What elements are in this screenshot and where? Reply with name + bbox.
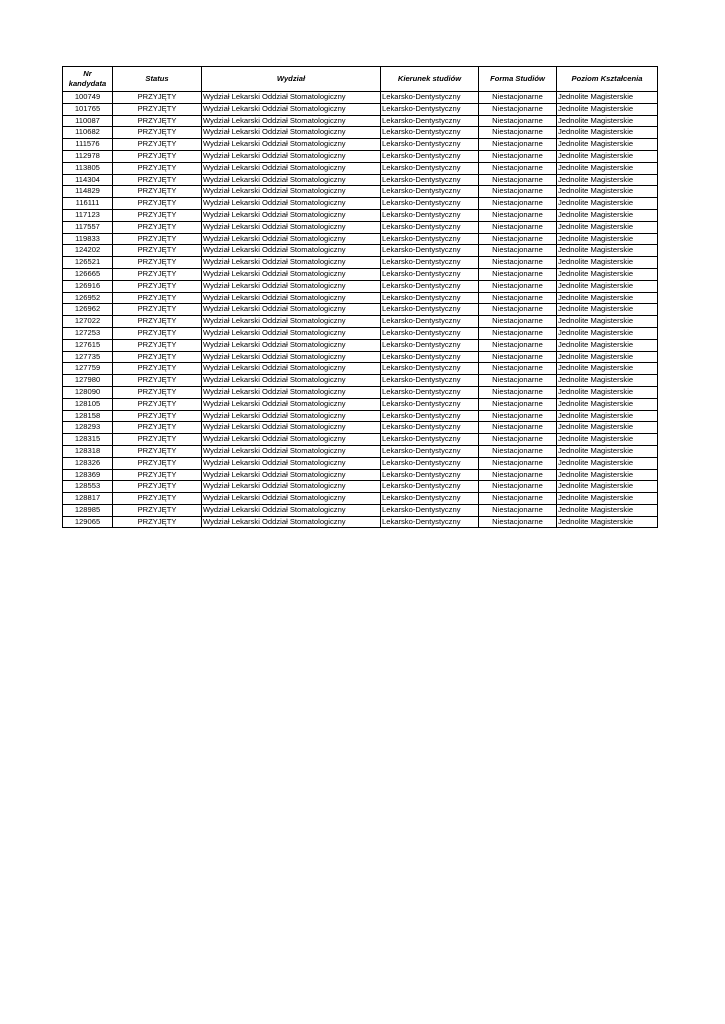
cell-poziom-ksztalcenia: Jednolite Magisterskie bbox=[557, 268, 658, 280]
cell-wydzial: Wydział Lekarski Oddział Stomatologiczny bbox=[202, 139, 381, 151]
cell-status: PRZYJĘTY bbox=[113, 268, 202, 280]
cell-poziom-ksztalcenia: Jednolite Magisterskie bbox=[557, 469, 658, 481]
cell-status: PRZYJĘTY bbox=[113, 304, 202, 316]
cell-nr-kandydata: 112978 bbox=[63, 150, 113, 162]
header-status: Status bbox=[113, 67, 202, 92]
cell-status: PRZYJĘTY bbox=[113, 363, 202, 375]
cell-status: PRZYJĘTY bbox=[113, 162, 202, 174]
cell-wydzial: Wydział Lekarski Oddział Stomatologiczny bbox=[202, 268, 381, 280]
cell-poziom-ksztalcenia: Jednolite Magisterskie bbox=[557, 198, 658, 210]
cell-status: PRZYJĘTY bbox=[113, 327, 202, 339]
cell-forma-studiow: Niestacjonarne bbox=[479, 280, 557, 292]
cell-nr-kandydata: 113805 bbox=[63, 162, 113, 174]
cell-nr-kandydata: 128553 bbox=[63, 481, 113, 493]
cell-wydzial: Wydział Lekarski Oddział Stomatologiczny bbox=[202, 363, 381, 375]
cell-status: PRZYJĘTY bbox=[113, 150, 202, 162]
cell-poziom-ksztalcenia: Jednolite Magisterskie bbox=[557, 375, 658, 387]
cell-wydzial: Wydział Lekarski Oddział Stomatologiczny bbox=[202, 398, 381, 410]
cell-status: PRZYJĘTY bbox=[113, 209, 202, 221]
cell-status: PRZYJĘTY bbox=[113, 457, 202, 469]
cell-poziom-ksztalcenia: Jednolite Magisterskie bbox=[557, 398, 658, 410]
cell-wydzial: Wydział Lekarski Oddział Stomatologiczny bbox=[202, 198, 381, 210]
cell-wydzial: Wydział Lekarski Oddział Stomatologiczny bbox=[202, 457, 381, 469]
cell-forma-studiow: Niestacjonarne bbox=[479, 162, 557, 174]
cell-wydzial: Wydział Lekarski Oddział Stomatologiczny bbox=[202, 422, 381, 434]
cell-kierunek-studiow: Lekarsko-Dentystyczny bbox=[381, 280, 479, 292]
cell-wydzial: Wydział Lekarski Oddział Stomatologiczny bbox=[202, 386, 381, 398]
cell-nr-kandydata: 110087 bbox=[63, 115, 113, 127]
cell-kierunek-studiow: Lekarsko-Dentystyczny bbox=[381, 327, 479, 339]
cell-forma-studiow: Niestacjonarne bbox=[479, 209, 557, 221]
cell-poziom-ksztalcenia: Jednolite Magisterskie bbox=[557, 209, 658, 221]
cell-kierunek-studiow: Lekarsko-Dentystyczny bbox=[381, 186, 479, 198]
cell-poziom-ksztalcenia: Jednolite Magisterskie bbox=[557, 186, 658, 198]
cell-wydzial: Wydział Lekarski Oddział Stomatologiczny bbox=[202, 327, 381, 339]
cell-forma-studiow: Niestacjonarne bbox=[479, 150, 557, 162]
table-row bbox=[63, 457, 658, 469]
cell-nr-kandydata: 128369 bbox=[63, 469, 113, 481]
cell-status: PRZYJĘTY bbox=[113, 493, 202, 505]
cell-wydzial: Wydział Lekarski Oddział Stomatologiczny bbox=[202, 233, 381, 245]
cell-kierunek-studiow: Lekarsko-Dentystyczny bbox=[381, 516, 479, 528]
cell-poziom-ksztalcenia: Jednolite Magisterskie bbox=[557, 292, 658, 304]
cell-nr-kandydata: 119833 bbox=[63, 233, 113, 245]
cell-poziom-ksztalcenia: Jednolite Magisterskie bbox=[557, 363, 658, 375]
cell-status: PRZYJĘTY bbox=[113, 198, 202, 210]
cell-poziom-ksztalcenia: Jednolite Magisterskie bbox=[557, 386, 658, 398]
header-forma-studiow: Forma Studiów bbox=[479, 67, 557, 92]
header-poziom-ksztalcenia: Poziom Kształcenia bbox=[557, 67, 658, 92]
cell-status: PRZYJĘTY bbox=[113, 233, 202, 245]
cell-poziom-ksztalcenia: Jednolite Magisterskie bbox=[557, 150, 658, 162]
cell-forma-studiow: Niestacjonarne bbox=[479, 174, 557, 186]
cell-forma-studiow: Niestacjonarne bbox=[479, 493, 557, 505]
cell-forma-studiow: Niestacjonarne bbox=[479, 233, 557, 245]
cell-kierunek-studiow: Lekarsko-Dentystyczny bbox=[381, 174, 479, 186]
cell-forma-studiow: Niestacjonarne bbox=[479, 410, 557, 422]
table-row bbox=[63, 150, 658, 162]
cell-forma-studiow: Niestacjonarne bbox=[479, 516, 557, 528]
cell-forma-studiow: Niestacjonarne bbox=[479, 363, 557, 375]
cell-wydzial: Wydział Lekarski Oddział Stomatologiczny bbox=[202, 103, 381, 115]
cell-wydzial: Wydział Lekarski Oddział Stomatologiczny bbox=[202, 174, 381, 186]
cell-wydzial: Wydział Lekarski Oddział Stomatologiczny bbox=[202, 339, 381, 351]
cell-forma-studiow: Niestacjonarne bbox=[479, 198, 557, 210]
cell-status: PRZYJĘTY bbox=[113, 186, 202, 198]
cell-forma-studiow: Niestacjonarne bbox=[479, 469, 557, 481]
cell-nr-kandydata: 128817 bbox=[63, 493, 113, 505]
cell-status: PRZYJĘTY bbox=[113, 127, 202, 139]
cell-forma-studiow: Niestacjonarne bbox=[479, 422, 557, 434]
cell-wydzial: Wydział Lekarski Oddział Stomatologiczny bbox=[202, 434, 381, 446]
table-row bbox=[63, 493, 658, 505]
cell-poziom-ksztalcenia: Jednolite Magisterskie bbox=[557, 280, 658, 292]
cell-forma-studiow: Niestacjonarne bbox=[479, 257, 557, 269]
cell-kierunek-studiow: Lekarsko-Dentystyczny bbox=[381, 268, 479, 280]
cell-wydzial: Wydział Lekarski Oddział Stomatologiczny bbox=[202, 150, 381, 162]
cell-nr-kandydata: 126916 bbox=[63, 280, 113, 292]
table-row bbox=[63, 351, 658, 363]
cell-nr-kandydata: 126952 bbox=[63, 292, 113, 304]
cell-kierunek-studiow: Lekarsko-Dentystyczny bbox=[381, 386, 479, 398]
table-row bbox=[63, 410, 658, 422]
cell-poziom-ksztalcenia: Jednolite Magisterskie bbox=[557, 493, 658, 505]
cell-wydzial: Wydział Lekarski Oddział Stomatologiczny bbox=[202, 351, 381, 363]
cell-nr-kandydata: 126962 bbox=[63, 304, 113, 316]
cell-status: PRZYJĘTY bbox=[113, 103, 202, 115]
cell-wydzial: Wydział Lekarski Oddział Stomatologiczny bbox=[202, 516, 381, 528]
cell-wydzial: Wydział Lekarski Oddział Stomatologiczny bbox=[202, 257, 381, 269]
cell-poziom-ksztalcenia: Jednolite Magisterskie bbox=[557, 351, 658, 363]
cell-poziom-ksztalcenia: Jednolite Magisterskie bbox=[557, 516, 658, 528]
cell-status: PRZYJĘTY bbox=[113, 375, 202, 387]
cell-poziom-ksztalcenia: Jednolite Magisterskie bbox=[557, 162, 658, 174]
cell-kierunek-studiow: Lekarsko-Dentystyczny bbox=[381, 316, 479, 328]
cell-poziom-ksztalcenia: Jednolite Magisterskie bbox=[557, 481, 658, 493]
cell-status: PRZYJĘTY bbox=[113, 115, 202, 127]
cell-wydzial: Wydział Lekarski Oddział Stomatologiczny bbox=[202, 127, 381, 139]
cell-nr-kandydata: 128105 bbox=[63, 398, 113, 410]
cell-status: PRZYJĘTY bbox=[113, 445, 202, 457]
cell-status: PRZYJĘTY bbox=[113, 422, 202, 434]
table-row bbox=[63, 174, 658, 186]
cell-forma-studiow: Niestacjonarne bbox=[479, 445, 557, 457]
cell-nr-kandydata: 128090 bbox=[63, 386, 113, 398]
cell-poziom-ksztalcenia: Jednolite Magisterskie bbox=[557, 221, 658, 233]
cell-nr-kandydata: 127759 bbox=[63, 363, 113, 375]
cell-forma-studiow: Niestacjonarne bbox=[479, 434, 557, 446]
table-row bbox=[63, 221, 658, 233]
cell-poziom-ksztalcenia: Jednolite Magisterskie bbox=[557, 103, 658, 115]
cell-nr-kandydata: 126521 bbox=[63, 257, 113, 269]
table-row bbox=[63, 233, 658, 245]
cell-wydzial: Wydział Lekarski Oddział Stomatologiczny bbox=[202, 469, 381, 481]
cell-nr-kandydata: 110682 bbox=[63, 127, 113, 139]
table-row bbox=[63, 127, 658, 139]
cell-forma-studiow: Niestacjonarne bbox=[479, 245, 557, 257]
cell-forma-studiow: Niestacjonarne bbox=[479, 139, 557, 151]
cell-status: PRZYJĘTY bbox=[113, 434, 202, 446]
cell-status: PRZYJĘTY bbox=[113, 516, 202, 528]
cell-nr-kandydata: 128315 bbox=[63, 434, 113, 446]
cell-wydzial: Wydział Lekarski Oddział Stomatologiczny bbox=[202, 304, 381, 316]
cell-nr-kandydata: 128318 bbox=[63, 445, 113, 457]
cell-forma-studiow: Niestacjonarne bbox=[479, 375, 557, 387]
cell-wydzial: Wydział Lekarski Oddział Stomatologiczny bbox=[202, 186, 381, 198]
cell-poziom-ksztalcenia: Jednolite Magisterskie bbox=[557, 327, 658, 339]
cell-status: PRZYJĘTY bbox=[113, 386, 202, 398]
cell-wydzial: Wydział Lekarski Oddział Stomatologiczny bbox=[202, 245, 381, 257]
table-row bbox=[63, 257, 658, 269]
cell-status: PRZYJĘTY bbox=[113, 92, 202, 104]
cell-poziom-ksztalcenia: Jednolite Magisterskie bbox=[557, 316, 658, 328]
cell-kierunek-studiow: Lekarsko-Dentystyczny bbox=[381, 127, 479, 139]
table-row bbox=[63, 186, 658, 198]
cell-nr-kandydata: 116111 bbox=[63, 198, 113, 210]
cell-forma-studiow: Niestacjonarne bbox=[479, 186, 557, 198]
cell-kierunek-studiow: Lekarsko-Dentystyczny bbox=[381, 115, 479, 127]
cell-wydzial: Wydział Lekarski Oddział Stomatologiczny bbox=[202, 493, 381, 505]
cell-nr-kandydata: 126665 bbox=[63, 268, 113, 280]
cell-forma-studiow: Niestacjonarne bbox=[479, 92, 557, 104]
cell-poziom-ksztalcenia: Jednolite Magisterskie bbox=[557, 410, 658, 422]
table-row bbox=[63, 115, 658, 127]
table-row bbox=[63, 516, 658, 528]
cell-kierunek-studiow: Lekarsko-Dentystyczny bbox=[381, 481, 479, 493]
cell-kierunek-studiow: Lekarsko-Dentystyczny bbox=[381, 375, 479, 387]
cell-poziom-ksztalcenia: Jednolite Magisterskie bbox=[557, 422, 658, 434]
cell-wydzial: Wydział Lekarski Oddział Stomatologiczny bbox=[202, 221, 381, 233]
cell-poziom-ksztalcenia: Jednolite Magisterskie bbox=[557, 457, 658, 469]
cell-kierunek-studiow: Lekarsko-Dentystyczny bbox=[381, 233, 479, 245]
cell-wydzial: Wydział Lekarski Oddział Stomatologiczny bbox=[202, 209, 381, 221]
cell-forma-studiow: Niestacjonarne bbox=[479, 268, 557, 280]
table-row bbox=[63, 339, 658, 351]
table-row bbox=[63, 162, 658, 174]
cell-nr-kandydata: 127253 bbox=[63, 327, 113, 339]
cell-forma-studiow: Niestacjonarne bbox=[479, 304, 557, 316]
admission-results-table bbox=[62, 66, 658, 528]
cell-status: PRZYJĘTY bbox=[113, 351, 202, 363]
header-kierunek-studiow: Kierunek studiów bbox=[381, 67, 479, 92]
cell-wydzial: Wydział Lekarski Oddział Stomatologiczny bbox=[202, 115, 381, 127]
table-row bbox=[63, 504, 658, 516]
cell-wydzial: Wydział Lekarski Oddział Stomatologiczny bbox=[202, 410, 381, 422]
cell-wydzial: Wydział Lekarski Oddział Stomatologiczny bbox=[202, 162, 381, 174]
cell-forma-studiow: Niestacjonarne bbox=[479, 127, 557, 139]
cell-kierunek-studiow: Lekarsko-Dentystyczny bbox=[381, 445, 479, 457]
table-row bbox=[63, 386, 658, 398]
cell-nr-kandydata: 128985 bbox=[63, 504, 113, 516]
cell-poziom-ksztalcenia: Jednolite Magisterskie bbox=[557, 304, 658, 316]
table-row bbox=[63, 139, 658, 151]
cell-kierunek-studiow: Lekarsko-Dentystyczny bbox=[381, 469, 479, 481]
table-row bbox=[63, 327, 658, 339]
cell-forma-studiow: Niestacjonarne bbox=[479, 316, 557, 328]
cell-poziom-ksztalcenia: Jednolite Magisterskie bbox=[557, 257, 658, 269]
cell-status: PRZYJĘTY bbox=[113, 245, 202, 257]
table-row bbox=[63, 245, 658, 257]
cell-nr-kandydata: 128158 bbox=[63, 410, 113, 422]
table-row bbox=[63, 103, 658, 115]
table-row bbox=[63, 304, 658, 316]
table-row bbox=[63, 316, 658, 328]
cell-status: PRZYJĘTY bbox=[113, 292, 202, 304]
table-row bbox=[63, 209, 658, 221]
cell-kierunek-studiow: Lekarsko-Dentystyczny bbox=[381, 493, 479, 505]
cell-kierunek-studiow: Lekarsko-Dentystyczny bbox=[381, 162, 479, 174]
table-row bbox=[63, 422, 658, 434]
cell-forma-studiow: Niestacjonarne bbox=[479, 398, 557, 410]
cell-status: PRZYJĘTY bbox=[113, 504, 202, 516]
cell-wydzial: Wydział Lekarski Oddział Stomatologiczny bbox=[202, 445, 381, 457]
cell-status: PRZYJĘTY bbox=[113, 280, 202, 292]
cell-poziom-ksztalcenia: Jednolite Magisterskie bbox=[557, 233, 658, 245]
cell-nr-kandydata: 117123 bbox=[63, 209, 113, 221]
cell-kierunek-studiow: Lekarsko-Dentystyczny bbox=[381, 209, 479, 221]
cell-kierunek-studiow: Lekarsko-Dentystyczny bbox=[381, 434, 479, 446]
cell-forma-studiow: Niestacjonarne bbox=[479, 221, 557, 233]
cell-poziom-ksztalcenia: Jednolite Magisterskie bbox=[557, 445, 658, 457]
table-row bbox=[63, 292, 658, 304]
cell-poziom-ksztalcenia: Jednolite Magisterskie bbox=[557, 139, 658, 151]
cell-kierunek-studiow: Lekarsko-Dentystyczny bbox=[381, 221, 479, 233]
cell-status: PRZYJĘTY bbox=[113, 139, 202, 151]
cell-nr-kandydata: 124202 bbox=[63, 245, 113, 257]
header-wydzial: Wydział bbox=[202, 67, 381, 92]
cell-wydzial: Wydział Lekarski Oddział Stomatologiczny bbox=[202, 481, 381, 493]
cell-status: PRZYJĘTY bbox=[113, 410, 202, 422]
table-row bbox=[63, 469, 658, 481]
cell-poziom-ksztalcenia: Jednolite Magisterskie bbox=[557, 434, 658, 446]
cell-forma-studiow: Niestacjonarne bbox=[479, 327, 557, 339]
cell-poziom-ksztalcenia: Jednolite Magisterskie bbox=[557, 504, 658, 516]
cell-forma-studiow: Niestacjonarne bbox=[479, 481, 557, 493]
cell-status: PRZYJĘTY bbox=[113, 257, 202, 269]
cell-nr-kandydata: 114304 bbox=[63, 174, 113, 186]
cell-forma-studiow: Niestacjonarne bbox=[479, 457, 557, 469]
cell-status: PRZYJĘTY bbox=[113, 469, 202, 481]
cell-status: PRZYJĘTY bbox=[113, 339, 202, 351]
cell-kierunek-studiow: Lekarsko-Dentystyczny bbox=[381, 339, 479, 351]
table-row bbox=[63, 92, 658, 104]
cell-forma-studiow: Niestacjonarne bbox=[479, 351, 557, 363]
cell-kierunek-studiow: Lekarsko-Dentystyczny bbox=[381, 150, 479, 162]
cell-status: PRZYJĘTY bbox=[113, 174, 202, 186]
table-row bbox=[63, 481, 658, 493]
cell-nr-kandydata: 111576 bbox=[63, 139, 113, 151]
cell-forma-studiow: Niestacjonarne bbox=[479, 504, 557, 516]
cell-kierunek-studiow: Lekarsko-Dentystyczny bbox=[381, 139, 479, 151]
cell-kierunek-studiow: Lekarsko-Dentystyczny bbox=[381, 304, 479, 316]
cell-status: PRZYJĘTY bbox=[113, 316, 202, 328]
cell-forma-studiow: Niestacjonarne bbox=[479, 292, 557, 304]
cell-forma-studiow: Niestacjonarne bbox=[479, 386, 557, 398]
cell-nr-kandydata: 101765 bbox=[63, 103, 113, 115]
table-row bbox=[63, 398, 658, 410]
cell-wydzial: Wydział Lekarski Oddział Stomatologiczny bbox=[202, 292, 381, 304]
cell-kierunek-studiow: Lekarsko-Dentystyczny bbox=[381, 363, 479, 375]
cell-wydzial: Wydział Lekarski Oddział Stomatologiczny bbox=[202, 92, 381, 104]
cell-nr-kandydata: 114829 bbox=[63, 186, 113, 198]
cell-kierunek-studiow: Lekarsko-Dentystyczny bbox=[381, 504, 479, 516]
results-sheet bbox=[62, 66, 658, 528]
cell-kierunek-studiow: Lekarsko-Dentystyczny bbox=[381, 198, 479, 210]
table-row bbox=[63, 445, 658, 457]
table-row bbox=[63, 198, 658, 210]
cell-nr-kandydata: 129065 bbox=[63, 516, 113, 528]
table-header bbox=[63, 67, 658, 92]
cell-nr-kandydata: 117557 bbox=[63, 221, 113, 233]
table-body bbox=[63, 92, 658, 528]
cell-poziom-ksztalcenia: Jednolite Magisterskie bbox=[557, 245, 658, 257]
cell-kierunek-studiow: Lekarsko-Dentystyczny bbox=[381, 292, 479, 304]
cell-nr-kandydata: 100749 bbox=[63, 92, 113, 104]
table-row bbox=[63, 375, 658, 387]
cell-nr-kandydata: 127735 bbox=[63, 351, 113, 363]
cell-kierunek-studiow: Lekarsko-Dentystyczny bbox=[381, 351, 479, 363]
cell-kierunek-studiow: Lekarsko-Dentystyczny bbox=[381, 422, 479, 434]
cell-nr-kandydata: 128326 bbox=[63, 457, 113, 469]
cell-nr-kandydata: 127980 bbox=[63, 375, 113, 387]
cell-poziom-ksztalcenia: Jednolite Magisterskie bbox=[557, 115, 658, 127]
table-row bbox=[63, 280, 658, 292]
cell-wydzial: Wydział Lekarski Oddział Stomatologiczny bbox=[202, 280, 381, 292]
cell-poziom-ksztalcenia: Jednolite Magisterskie bbox=[557, 174, 658, 186]
cell-poziom-ksztalcenia: Jednolite Magisterskie bbox=[557, 127, 658, 139]
cell-status: PRZYJĘTY bbox=[113, 221, 202, 233]
cell-status: PRZYJĘTY bbox=[113, 481, 202, 493]
cell-kierunek-studiow: Lekarsko-Dentystyczny bbox=[381, 410, 479, 422]
header-row bbox=[63, 67, 658, 92]
table-row bbox=[63, 363, 658, 375]
cell-forma-studiow: Niestacjonarne bbox=[479, 339, 557, 351]
cell-nr-kandydata: 128293 bbox=[63, 422, 113, 434]
cell-kierunek-studiow: Lekarsko-Dentystyczny bbox=[381, 245, 479, 257]
cell-forma-studiow: Niestacjonarne bbox=[479, 115, 557, 127]
cell-wydzial: Wydział Lekarski Oddział Stomatologiczny bbox=[202, 375, 381, 387]
cell-kierunek-studiow: Lekarsko-Dentystyczny bbox=[381, 103, 479, 115]
cell-forma-studiow: Niestacjonarne bbox=[479, 103, 557, 115]
cell-nr-kandydata: 127615 bbox=[63, 339, 113, 351]
cell-kierunek-studiow: Lekarsko-Dentystyczny bbox=[381, 257, 479, 269]
cell-kierunek-studiow: Lekarsko-Dentystyczny bbox=[381, 457, 479, 469]
cell-status: PRZYJĘTY bbox=[113, 398, 202, 410]
cell-wydzial: Wydział Lekarski Oddział Stomatologiczny bbox=[202, 504, 381, 516]
cell-kierunek-studiow: Lekarsko-Dentystyczny bbox=[381, 398, 479, 410]
cell-wydzial: Wydział Lekarski Oddział Stomatologiczny bbox=[202, 316, 381, 328]
cell-poziom-ksztalcenia: Jednolite Magisterskie bbox=[557, 339, 658, 351]
table-row bbox=[63, 434, 658, 446]
table-row bbox=[63, 268, 658, 280]
cell-nr-kandydata: 127022 bbox=[63, 316, 113, 328]
cell-kierunek-studiow: Lekarsko-Dentystyczny bbox=[381, 92, 479, 104]
cell-poziom-ksztalcenia: Jednolite Magisterskie bbox=[557, 92, 658, 104]
header-nr-kandydata: Nr kandydata bbox=[63, 67, 113, 92]
